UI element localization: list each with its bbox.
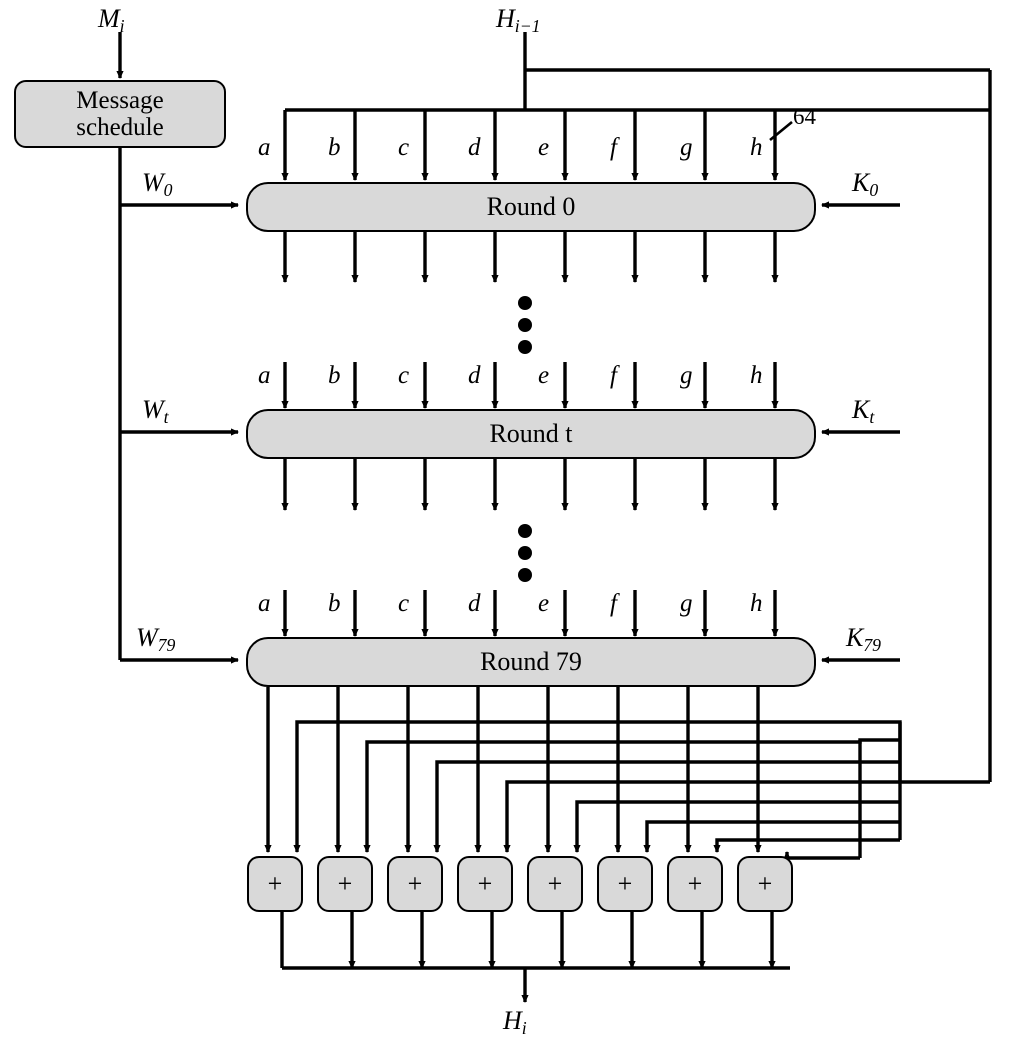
- label-message-block: $M_i$: [98, 4, 125, 36]
- ellipsis-dot: [518, 340, 532, 354]
- state-var-f-rt: f: [610, 362, 617, 389]
- label-bus-width: 64: [793, 104, 816, 129]
- state-var-g-r79: g: [680, 590, 693, 617]
- adder-1: +: [247, 856, 303, 912]
- adder-4: +: [457, 856, 513, 912]
- state-var-d-r0: d: [468, 134, 481, 161]
- adder-2: +: [317, 856, 373, 912]
- adder-5: +: [527, 856, 583, 912]
- round-0-label: Round 0: [486, 192, 576, 221]
- ellipsis-dot: [518, 568, 532, 582]
- state-var-c-r79: c: [398, 590, 410, 617]
- label-chaining-output: $H_i$: [503, 1006, 527, 1038]
- state-var-b-r0: b: [328, 134, 341, 161]
- state-var-a-r0: a: [258, 134, 271, 161]
- state-var-b-r79: b: [328, 590, 341, 617]
- ellipsis-dot: [518, 296, 532, 310]
- label-chaining-input: $H_{i-1}$: [496, 4, 541, 36]
- state-var-e-rt: e: [538, 362, 550, 389]
- round-0-box: [246, 182, 816, 232]
- adder-7: +: [667, 856, 723, 912]
- state-var-h-r0: h: [750, 134, 763, 161]
- ellipsis-dot: [518, 524, 532, 538]
- state-var-a-r79: a: [258, 590, 271, 617]
- round-t-label: Round t: [489, 419, 573, 448]
- state-var-e-r79: e: [538, 590, 550, 617]
- message-schedule-box: [14, 80, 226, 148]
- state-var-c-rt: c: [398, 362, 410, 389]
- round-79-label: Round 79: [480, 647, 582, 676]
- ellipsis-dot: [518, 546, 532, 560]
- label-kt: $K_t$: [852, 395, 875, 427]
- state-var-h-rt: h: [750, 362, 763, 389]
- round-79-box: [246, 637, 816, 687]
- state-var-a-rt: a: [258, 362, 271, 389]
- state-var-c-r0: c: [398, 134, 410, 161]
- message-schedule-line2: schedule: [76, 114, 164, 141]
- round-t-box: [246, 409, 816, 459]
- message-schedule-line1: Message: [76, 87, 164, 114]
- state-var-d-r79: d: [468, 590, 481, 617]
- adder-3: +: [387, 856, 443, 912]
- state-var-f-r79: f: [610, 590, 617, 617]
- adder-6: +: [597, 856, 653, 912]
- state-var-e-r0: e: [538, 134, 550, 161]
- state-var-h-r79: h: [750, 590, 763, 617]
- label-k0: $K_0$: [852, 168, 879, 200]
- label-wt: $W_t$: [142, 395, 169, 427]
- label-k79: $K_{79}$: [846, 623, 882, 655]
- state-var-g-r0: g: [680, 134, 693, 161]
- state-var-d-rt: d: [468, 362, 481, 389]
- label-w0: $W_0$: [142, 168, 173, 200]
- state-var-b-rt: b: [328, 362, 341, 389]
- label-w79: $W_{79}$: [136, 623, 176, 655]
- ellipsis-dot: [518, 318, 532, 332]
- state-var-f-r0: f: [610, 134, 617, 161]
- adder-8: +: [737, 856, 793, 912]
- state-var-g-rt: g: [680, 362, 693, 389]
